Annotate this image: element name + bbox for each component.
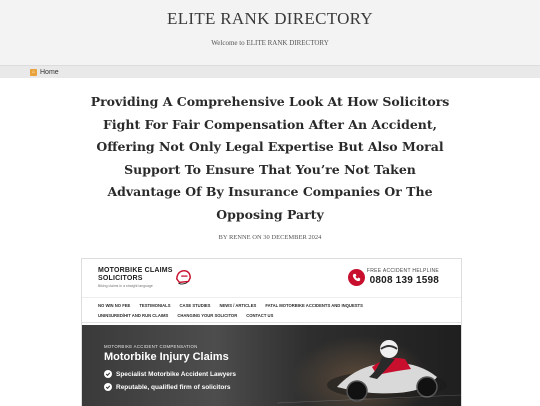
byline-on: ON bbox=[252, 234, 262, 241]
hero-list-text: Specialist Motorbike Accident Lawyers bbox=[116, 370, 237, 378]
home-icon: ⌂ bbox=[31, 68, 36, 75]
check-icon bbox=[104, 383, 112, 391]
brand-line1: MOTORBIKE CLAIMS bbox=[98, 267, 173, 274]
nav-item: NEWS / ARTICLES bbox=[219, 302, 257, 308]
hero-list-text: Reputable, qualified firm of solicitors bbox=[116, 383, 231, 391]
author-link[interactable]: RENNE bbox=[228, 234, 251, 241]
hero-list-item bbox=[104, 383, 236, 391]
hero-kicker: MOTORBIKE ACCIDENT COMPENSATION bbox=[104, 344, 198, 349]
nav-item: CASE STUDIES bbox=[179, 302, 211, 308]
nav-item: NO WIN NO FEE bbox=[98, 302, 131, 308]
article-title: Providing A Comprehensive Look At How Solicitors Fight For Fair Compensation After An Accident, Offering Not Only Legal Expertise But Also Moral Support To Ensure That You’re Not Taken Advantage Of By Insurance Companies Or The Opposing Party bbox=[90, 94, 450, 222]
nav-item: FATAL MOTORBIKE ACCIDENTS AND INQUESTS bbox=[265, 302, 363, 308]
article-byline bbox=[0, 234, 540, 241]
helpline bbox=[367, 268, 439, 286]
breadcrumb bbox=[0, 65, 540, 78]
brand-line2: SOLICITORS bbox=[98, 275, 143, 282]
hero-list-item bbox=[104, 370, 236, 378]
phone-icon bbox=[348, 269, 365, 286]
breadcrumb-home-link[interactable]: Home bbox=[40, 68, 59, 76]
nav-item: TESTIMONIALS bbox=[139, 302, 171, 308]
featured-image bbox=[81, 258, 462, 406]
hero-title: Motorbike Injury Claims bbox=[104, 351, 229, 363]
nav-item: CONTACT US bbox=[246, 312, 274, 318]
article bbox=[0, 78, 540, 241]
helpline-label: FREE ACCIDENT HELPLINE bbox=[366, 268, 439, 274]
embedded-nav-row2 bbox=[98, 310, 461, 320]
site-title[interactable]: ELITE RANK DIRECTORY bbox=[167, 9, 373, 28]
embedded-header bbox=[82, 259, 461, 297]
motorbike-rider-image bbox=[277, 325, 461, 406]
site-tagline: Welcome to ELITE RANK DIRECTORY bbox=[211, 39, 329, 47]
embedded-nav bbox=[82, 297, 461, 323]
embedded-hero bbox=[82, 325, 461, 406]
brand-sub: Biking claims in a straight language bbox=[98, 284, 153, 288]
embedded-nav-row1 bbox=[98, 300, 461, 310]
post-date[interactable]: 30 DECEMBER 2024 bbox=[263, 234, 322, 241]
nav-item: CHANGING YOUR SOLICITOR bbox=[177, 312, 238, 318]
byline-prefix: BY bbox=[218, 234, 228, 241]
helmet-logo-icon bbox=[174, 268, 192, 286]
site-header bbox=[0, 0, 540, 65]
check-icon bbox=[104, 370, 112, 378]
hero-list bbox=[104, 370, 236, 396]
nav-item: UNINSURED/HIT AND RUN CLAIMS bbox=[98, 312, 169, 318]
embedded-brand bbox=[98, 267, 173, 288]
helpline-number: 0808 139 1598 bbox=[369, 275, 439, 286]
